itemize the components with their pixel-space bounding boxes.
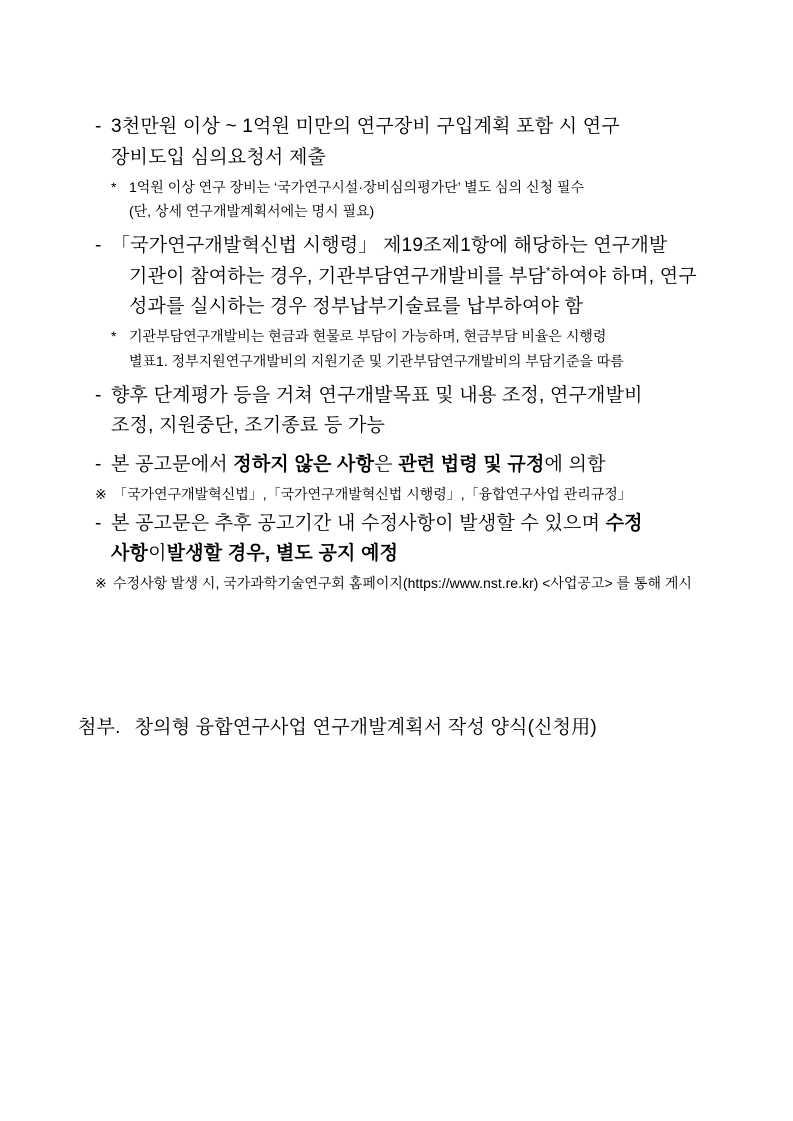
bullet-line-2-plain: 이 bbox=[148, 543, 167, 565]
bullet-item-5 bbox=[95, 509, 705, 571]
bullet-dash: - bbox=[95, 512, 102, 534]
spacer bbox=[95, 223, 705, 229]
bullet-text bbox=[111, 450, 705, 481]
bullet-text bbox=[111, 231, 705, 323]
note-item-1 bbox=[95, 177, 705, 199]
bullet-text-part-2: 은 bbox=[374, 454, 399, 476]
note-text: 「국가연구개발혁신법」,「국가연구개발혁신법 시행령」,「융합연구사업 관리규정」 bbox=[113, 485, 632, 502]
note-text: 기관부담연구개발비는 현금과 현물로 부담이 가능하며, 현금부담 비율은 시행령 bbox=[129, 328, 607, 345]
bullet-text-bold-2: 관련 법령 및 규정 bbox=[398, 454, 545, 476]
bullet-line-1: 「국가연구개발혁신법 시행령」 제19조제1항에 해당하는 연구개발 bbox=[111, 234, 668, 256]
bullet-item-2 bbox=[95, 231, 705, 323]
bullet-item-1 bbox=[95, 112, 705, 174]
bullet-line-2-part-a: 기관이 참여하는 경우, 기관부담연구개발비를 부담 bbox=[129, 265, 547, 287]
bullet-dash: - bbox=[95, 454, 102, 476]
bullet-line-2-bold-a: 사항 bbox=[111, 543, 149, 565]
bullet-text bbox=[111, 509, 705, 571]
bullet-text bbox=[111, 381, 705, 443]
bullet-line-1: 3천만원 이상 ~ 1억원 미만의 연구장비 구입계획 포함 시 연구 bbox=[111, 116, 620, 137]
bullet-item-3 bbox=[95, 381, 705, 443]
bullet-line-2: 장비도입 심의요청서 제출 bbox=[111, 146, 327, 168]
attachment-line bbox=[78, 712, 597, 739]
bullet-text bbox=[111, 112, 705, 174]
note-item-2-continued: 별표1. 정부지원연구개발비의 지원기준 및 기관부담연구개발비의 부담기준을 따름 bbox=[129, 352, 624, 369]
bullet-dash: - bbox=[95, 234, 102, 256]
bullet-text-part-1: 본 공고문에서 bbox=[111, 454, 234, 476]
note-text: 수정사항 발생 시, 국가과학기술연구회 홈페이지(https://www.nst.re.kr) <사업공고> 를 통해 게시 bbox=[113, 575, 692, 592]
document-body bbox=[95, 110, 705, 598]
bullet-text-bold-1: 정하지 않은 사항 bbox=[233, 454, 375, 476]
note-text: 1억원 이상 연구 장비는 ‘국가연구시설·장비심의평가단’ 별도 심의 신청 필수 bbox=[129, 178, 584, 195]
bullet-line-2-part-b: 하여야 하며, 연구 bbox=[550, 265, 697, 287]
note-item-2 bbox=[95, 326, 705, 348]
bullet-line-1: 향후 단계평가 등을 거쳐 연구개발목표 및 내용 조정, 연구개발비 bbox=[111, 384, 643, 406]
spacer bbox=[95, 442, 705, 448]
note-item-4 bbox=[95, 573, 705, 595]
bullet-line-2-bold-b: 발생할 경우, 별도 공지 예정 bbox=[166, 543, 399, 565]
footnote-marker: * bbox=[546, 265, 551, 278]
bullet-dash: - bbox=[95, 116, 102, 137]
note-mark: * bbox=[111, 178, 117, 195]
note-mark: * bbox=[111, 328, 117, 345]
attachment-title: 창의형 융합연구사업 연구개발계획서 작성 양식(신청用) bbox=[134, 717, 597, 738]
note-mark: ※ bbox=[95, 575, 107, 592]
bullet-item-4 bbox=[95, 450, 705, 481]
note-item-3 bbox=[95, 484, 705, 506]
note-mark: ※ bbox=[95, 485, 107, 502]
note-item-1-continued: (단, 상세 연구개발계획서에는 명시 필요) bbox=[129, 203, 375, 220]
spacer bbox=[95, 373, 705, 379]
bullet-text-part-3: 에 의함 bbox=[544, 454, 606, 476]
bullet-line-3: 성과를 실시하는 경우 정부납부기술료를 납부하여야 함 bbox=[129, 296, 584, 318]
bullet-dash: - bbox=[95, 384, 102, 406]
attachment-label: 첨부. bbox=[78, 717, 121, 738]
bullet-line-1-bold: 수정 bbox=[605, 512, 643, 534]
bullet-line-2: 조정, 지원중단, 조기종료 등 가능 bbox=[111, 415, 386, 437]
bullet-line-1-plain: 본 공고문은 추후 공고기간 내 수정사항이 발생할 수 있으며 bbox=[111, 512, 606, 534]
